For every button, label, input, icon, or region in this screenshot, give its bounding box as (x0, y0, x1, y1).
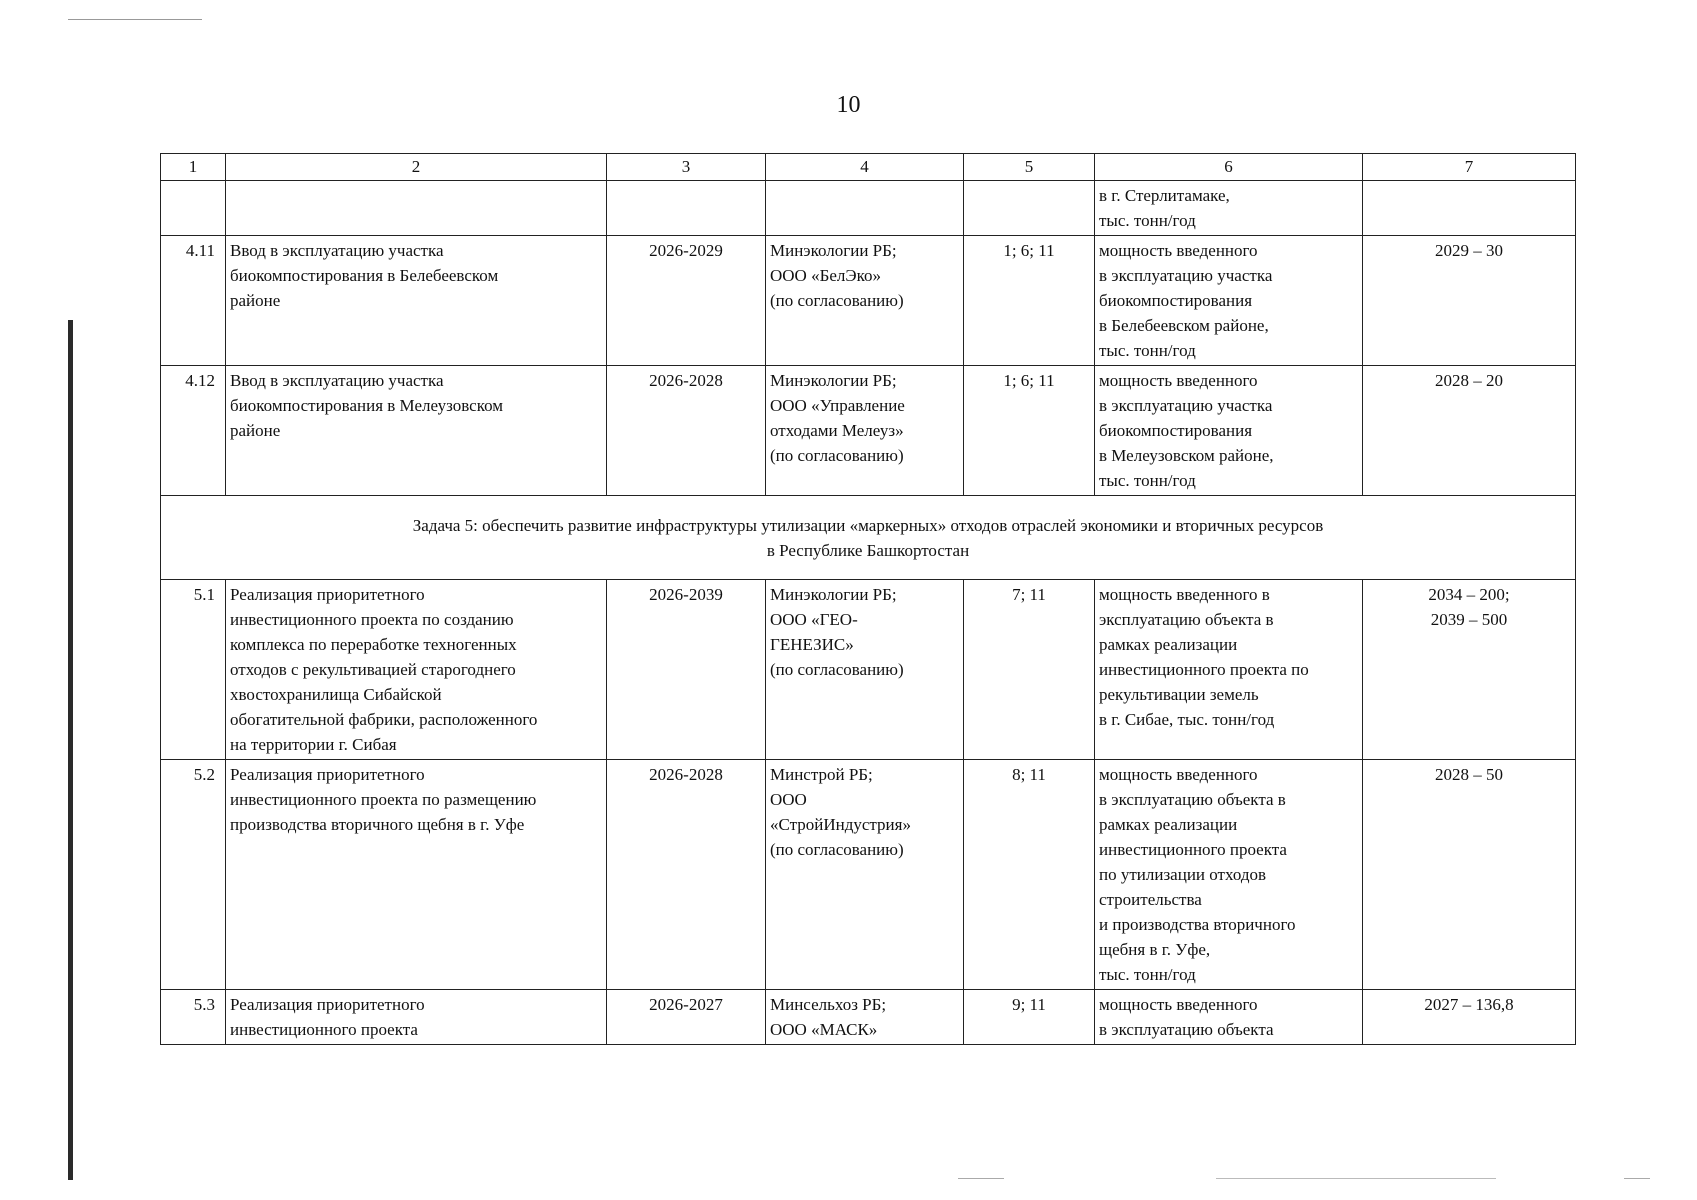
executor-line: Минэкологии РБ; (770, 241, 897, 260)
target-value (1363, 181, 1576, 236)
item-number: 4.11 (161, 236, 226, 366)
item-number: 5.2 (161, 760, 226, 990)
executor-line: (по согласованию) (770, 840, 904, 859)
target-value (1363, 990, 1576, 1045)
task-heading-line: в Республике Башкортостан (766, 540, 970, 560)
scan-mark-bottom (1624, 1178, 1650, 1179)
indicator-line: строительства (1099, 890, 1202, 909)
column-number: 1 (161, 154, 226, 181)
indicator-line: в г. Сибае, тыс. тонн/год (1099, 710, 1275, 729)
implementation-period (607, 181, 766, 236)
measure-name-line: районе (230, 291, 281, 310)
column-number: 6 (1095, 154, 1363, 181)
indicator-line: мощность введенного (1099, 765, 1258, 784)
executor-line: ООО (770, 790, 807, 809)
measure-name-line: районе (230, 421, 281, 440)
responsible-executors (766, 760, 964, 990)
responsible-executors (766, 990, 964, 1045)
executor-line: Минстрой РБ; (770, 765, 873, 784)
executor-line: (по согласованию) (770, 660, 904, 679)
indicator-line: инвестиционного проекта по (1099, 660, 1309, 679)
indicator-line: биокомпостирования (1099, 421, 1253, 440)
measure-name-line: биокомпостирования в Мелеузовском (230, 396, 504, 415)
measure-name-line: отходов с рекультивацией старогоднего (230, 660, 516, 679)
measure-row (161, 580, 1576, 760)
implementation-period: 2026-2039 (607, 580, 766, 760)
measure-row (161, 760, 1576, 990)
responsible-executors (766, 181, 964, 236)
result-indicator (1095, 760, 1363, 990)
indicator-line: тыс. тонн/год (1099, 471, 1196, 490)
indicator-line: биокомпостирования (1099, 291, 1253, 310)
result-indicator (1095, 580, 1363, 760)
target-value-line: 2029 – 30 (1435, 241, 1503, 260)
item-number: 5.1 (161, 580, 226, 760)
measure-name-line: обогатительной фабрики, расположенного (230, 710, 538, 729)
scan-mark-top (68, 19, 202, 20)
executor-line: Минэкологии РБ; (770, 585, 897, 604)
item-number: 5.3 (161, 990, 226, 1045)
measure-name-line: Реализация приоритетного (230, 765, 425, 784)
target-value-line: 2028 – 20 (1435, 371, 1503, 390)
target-value (1363, 580, 1576, 760)
result-indicator (1095, 990, 1363, 1045)
target-value (1363, 236, 1576, 366)
related-indicators: 1; 6; 11 (964, 236, 1095, 366)
result-indicator (1095, 181, 1363, 236)
measure-name (226, 990, 607, 1045)
executor-line: «СтройИндустрия» (770, 815, 911, 834)
task-row (161, 496, 1576, 580)
measure-name-line: инвестиционного проекта по размещению (230, 790, 537, 809)
target-value-line: 2028 – 50 (1435, 765, 1503, 784)
indicator-line: тыс. тонн/год (1099, 965, 1196, 984)
measure-name (226, 760, 607, 990)
measure-name-line: биокомпостирования в Белебеевском (230, 266, 499, 285)
indicator-line: рекультивации земель (1099, 685, 1259, 704)
column-number: 2 (226, 154, 607, 181)
related-indicators: 7; 11 (964, 580, 1095, 760)
responsible-executors (766, 236, 964, 366)
responsible-executors (766, 366, 964, 496)
column-number-row (161, 154, 1576, 181)
result-indicator (1095, 366, 1363, 496)
indicator-line: тыс. тонн/год (1099, 211, 1196, 230)
executor-line: ООО «БелЭко» (770, 266, 881, 285)
indicator-line: в эксплуатацию объекта в (1099, 790, 1286, 809)
indicator-line: рамках реализации (1099, 815, 1238, 834)
executor-line: (по согласованию) (770, 291, 904, 310)
indicator-line: мощность введенного (1099, 995, 1258, 1014)
related-indicators: 8; 11 (964, 760, 1095, 990)
implementation-period: 2026-2029 (607, 236, 766, 366)
scan-mark-bottom (958, 1178, 1004, 1179)
indicator-line: и производства вторичного (1099, 915, 1296, 934)
measure-name-line: комплекса по переработке техногенных (230, 635, 517, 654)
item-number: 4.12 (161, 366, 226, 496)
indicator-line: в эксплуатацию объекта (1099, 1020, 1274, 1039)
measure-name-line: Реализация приоритетного (230, 995, 425, 1014)
measure-name (226, 580, 607, 760)
measure-row (161, 181, 1576, 236)
measure-row (161, 236, 1576, 366)
implementation-period: 2026-2028 (607, 366, 766, 496)
measure-name-line: производства вторичного щебня в г. Уфе (230, 815, 525, 834)
page-number: 10 (836, 92, 861, 118)
measure-name-line: на территории г. Сибая (230, 735, 397, 754)
target-value-line: 2027 – 136,8 (1424, 995, 1514, 1014)
executor-line: Минсельхоз РБ; (770, 995, 887, 1014)
indicator-line: рамках реализации (1099, 635, 1238, 654)
measure-name (226, 181, 607, 236)
item-number (161, 181, 226, 236)
measure-row (161, 990, 1576, 1045)
indicator-line: инвестиционного проекта (1099, 840, 1287, 859)
indicator-line: тыс. тонн/год (1099, 341, 1196, 360)
responsible-executors (766, 580, 964, 760)
implementation-period: 2026-2027 (607, 990, 766, 1045)
task-heading (161, 496, 1576, 580)
indicator-line: в г. Стерлитамаке, (1099, 186, 1230, 205)
executor-line: ГЕНЕЗИС» (770, 635, 854, 654)
indicator-line: в Мелеузовском районе, (1099, 446, 1274, 465)
indicator-line: в Белебеевском районе, (1099, 316, 1269, 335)
executor-line: ООО «МАСК» (770, 1020, 878, 1039)
scan-edge-shadow (68, 320, 73, 1180)
result-indicator (1095, 236, 1363, 366)
related-indicators: 9; 11 (964, 990, 1095, 1045)
indicator-line: в эксплуатацию участка (1099, 396, 1273, 415)
indicator-line: щебня в г. Уфе, (1099, 940, 1211, 959)
indicator-line: эксплуатацию объекта в (1099, 610, 1274, 629)
indicator-line: мощность введенного (1099, 241, 1258, 260)
executor-line: отходами Мелеуз» (770, 421, 904, 440)
column-number: 3 (607, 154, 766, 181)
measure-row (161, 366, 1576, 496)
measure-name (226, 366, 607, 496)
target-value-line: 2039 – 500 (1430, 610, 1508, 629)
executor-line: ООО «Управление (770, 396, 905, 415)
indicator-line: в эксплуатацию участка (1099, 266, 1273, 285)
target-value-line: 2034 – 200; (1428, 585, 1510, 604)
executor-line: (по согласованию) (770, 446, 904, 465)
measure-name-line: Реализация приоритетного (230, 585, 425, 604)
target-value (1363, 366, 1576, 496)
measure-name-line: инвестиционного проекта (230, 1020, 418, 1039)
related-indicators (964, 181, 1095, 236)
measure-name (226, 236, 607, 366)
measure-name-line: Ввод в эксплуатацию участка (230, 371, 444, 390)
target-value (1363, 760, 1576, 990)
related-indicators: 1; 6; 11 (964, 366, 1095, 496)
measures-table (160, 153, 1576, 1045)
task-heading-line: Задача 5: обеспечить развитие инфраструктуры утилизации «маркерных» отходов отраслей экономики и вторичных ресурсов (412, 515, 1324, 535)
executor-line: ООО «ГЕО- (770, 610, 858, 629)
executor-line: Минэкологии РБ; (770, 371, 897, 390)
indicator-line: мощность введенного (1099, 371, 1258, 390)
indicator-line: мощность введенного в (1099, 585, 1270, 604)
measure-name-line: хвостохранилища Сибайской (230, 685, 442, 704)
scan-mark-bottom (1216, 1178, 1496, 1179)
column-number: 5 (964, 154, 1095, 181)
indicator-line: по утилизации отходов (1099, 865, 1267, 884)
measure-name-line: Ввод в эксплуатацию участка (230, 241, 444, 260)
measure-name-line: инвестиционного проекта по созданию (230, 610, 514, 629)
column-number: 7 (1363, 154, 1576, 181)
column-number: 4 (766, 154, 964, 181)
implementation-period: 2026-2028 (607, 760, 766, 990)
